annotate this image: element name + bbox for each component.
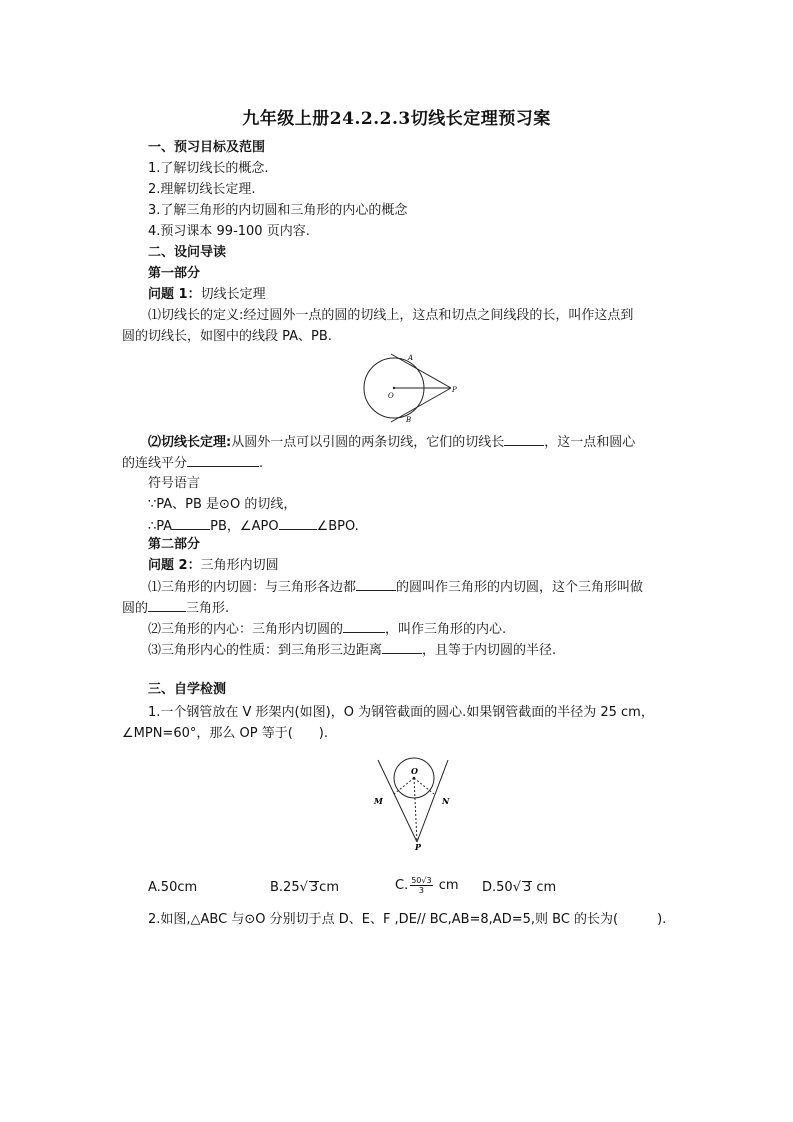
option-c-radicand: 3 <box>426 876 432 885</box>
symbol-language-label: 符号语言 <box>148 476 201 491</box>
label-p: P <box>415 842 422 852</box>
objective-item-2: 2.理解切线长定理. <box>148 182 256 197</box>
incenter-text-a: ⑵三角形的内心：三角形内切圆的 <box>148 622 344 637</box>
incircle-text-c: 圆的 <box>122 601 149 616</box>
option-b[interactable] <box>270 879 339 897</box>
therefore-text-c: ∠BPO. <box>316 519 359 534</box>
radius-on <box>414 778 434 794</box>
option-a[interactable]: A.50cm <box>148 880 198 895</box>
option-c[interactable] <box>395 876 459 895</box>
segment-op <box>414 778 417 842</box>
blank-circumscribed[interactable] <box>148 599 186 612</box>
label-o: O <box>411 766 418 776</box>
objective-item-4: 4.预习课本 99-100 页内容. <box>148 224 310 239</box>
therefore-text-a: ∴PA <box>148 519 173 534</box>
tangent-length-theorem-line-2 <box>122 454 263 473</box>
theorem-text-b: ，这一点和圆心 <box>544 435 636 450</box>
option-b-radicand: 3 <box>309 880 319 895</box>
blank-tangent-lengths[interactable] <box>504 433 544 446</box>
option-d-prefix: D.50 <box>482 880 513 895</box>
label-o: O <box>388 392 394 400</box>
label-b: B <box>406 416 412 424</box>
option-d-radicand: 3 <box>522 880 532 895</box>
part-2-heading: 第二部分 <box>148 537 201 552</box>
incircle-text-a: ⑴三角形的内切圆：与三角形各边都 <box>148 580 357 595</box>
therefore-text-b: PB，∠APO <box>210 519 279 534</box>
theorem-text-d: . <box>259 456 264 471</box>
blank-pa-pb[interactable] <box>172 517 210 530</box>
tangent-length-theorem-line-1 <box>148 433 635 452</box>
incenter-property <box>148 641 556 660</box>
center-point-o <box>393 387 395 389</box>
exercise-1-line-2: ∠MPN=60°，那么 OP 等于( ). <box>122 726 328 741</box>
theorem-text-c: 的连线平分 <box>122 456 188 471</box>
radius-om <box>394 778 414 794</box>
section-1-heading: 一、预习目标及范围 <box>148 140 266 155</box>
option-c-prefix: C. <box>395 878 409 893</box>
center-point-o <box>413 777 416 780</box>
question-1-title: 切线长定理 <box>200 287 266 302</box>
blank-center[interactable] <box>343 620 385 633</box>
label-p: P <box>452 386 457 394</box>
blank-bisects[interactable] <box>187 454 259 467</box>
tangent-length-definition-line-2: 圆的切线长，如图中的线段 PA、PB. <box>122 329 332 344</box>
option-c-unit: cm <box>434 878 459 893</box>
option-b-unit: cm <box>319 880 339 895</box>
incircle-definition-line-1 <box>148 578 643 597</box>
objective-item-1: 1.了解切线长的概念. <box>148 161 269 176</box>
tangent-line-pb <box>391 388 451 422</box>
document-title: 九年级上册24.2.2.3切线长定理预习案 <box>242 109 551 129</box>
part-1-heading: 第一部分 <box>148 266 201 281</box>
option-c-fraction: $\frac{50√3}{3}$ <box>411 876 432 895</box>
question-1-heading <box>148 286 266 304</box>
incircle-text-b: 的圆叫作三角形的内切圆，这个三角形叫做 <box>396 580 644 595</box>
incircle-text-d: 三角形. <box>186 601 230 616</box>
blank-tangent-to-sides[interactable] <box>356 578 396 591</box>
incenter-property-a: ⑶三角形内心的性质：到三角形三边距离 <box>148 643 383 658</box>
exercise-1-line-1: 1.一个钢管放在 V 形架内(如图)，O 为钢管截面的圆心.如果钢管截面的半径为 25 cm， <box>148 705 654 720</box>
exercise-2: 2.如图,△ABC 与⊙O 分别切于点 D、E、F ,DE// BC,AB=8,AD=5,则 BC 的长为( ). <box>148 912 667 927</box>
question-1-label: 问题 1： <box>148 287 201 302</box>
option-c-numerator: 50 <box>411 876 422 885</box>
tangent-length-definition-line-1: ⑴切线长的定义:经过圆外一点的圆的切线上，这点和切点之间线段的长，叫作这点到 <box>148 308 634 323</box>
option-b-prefix: B.25 <box>270 880 300 895</box>
incenter-definition <box>148 620 506 639</box>
question-2-label: 问题 2： <box>148 558 201 573</box>
incenter-text-b: ，叫作三角形的内心. <box>385 622 507 637</box>
incenter-property-b: ，且等于内切圆的半径. <box>422 643 557 658</box>
since-statement: ∵PA、PB 是⊙O 的切线， <box>148 497 297 512</box>
incircle-definition-line-2 <box>122 599 229 618</box>
label-n: N <box>442 796 450 806</box>
section-2-heading: 二、设问导读 <box>148 245 227 260</box>
label-a: A <box>408 354 414 362</box>
v-frame-figure <box>372 754 456 852</box>
therefore-statement <box>148 517 359 536</box>
theorem-text-a: 从圆外一点可以引圆的两条切线，它们的切线长 <box>231 435 505 450</box>
question-2-heading <box>148 557 279 575</box>
section-3-heading: 三、自学检测 <box>148 682 227 697</box>
sqrt-symbol: √ <box>299 880 308 895</box>
option-d-unit: cm <box>532 880 557 895</box>
tangent-line-pa <box>391 354 451 388</box>
option-d[interactable] <box>482 879 556 897</box>
question-2-title: 三角形内切圆 <box>200 558 279 573</box>
option-c-denominator: 3 <box>418 886 424 895</box>
tangent-figure <box>358 350 462 426</box>
blank-apo-bpo[interactable] <box>279 517 317 530</box>
theorem-label: ⑵切线长定理: <box>148 435 232 450</box>
blank-equal[interactable] <box>382 641 422 654</box>
sqrt-symbol: √ <box>512 880 521 895</box>
objective-item-3: 3.了解三角形的内切圆和三角形的内心的概念 <box>148 203 408 218</box>
label-m: M <box>374 796 383 806</box>
